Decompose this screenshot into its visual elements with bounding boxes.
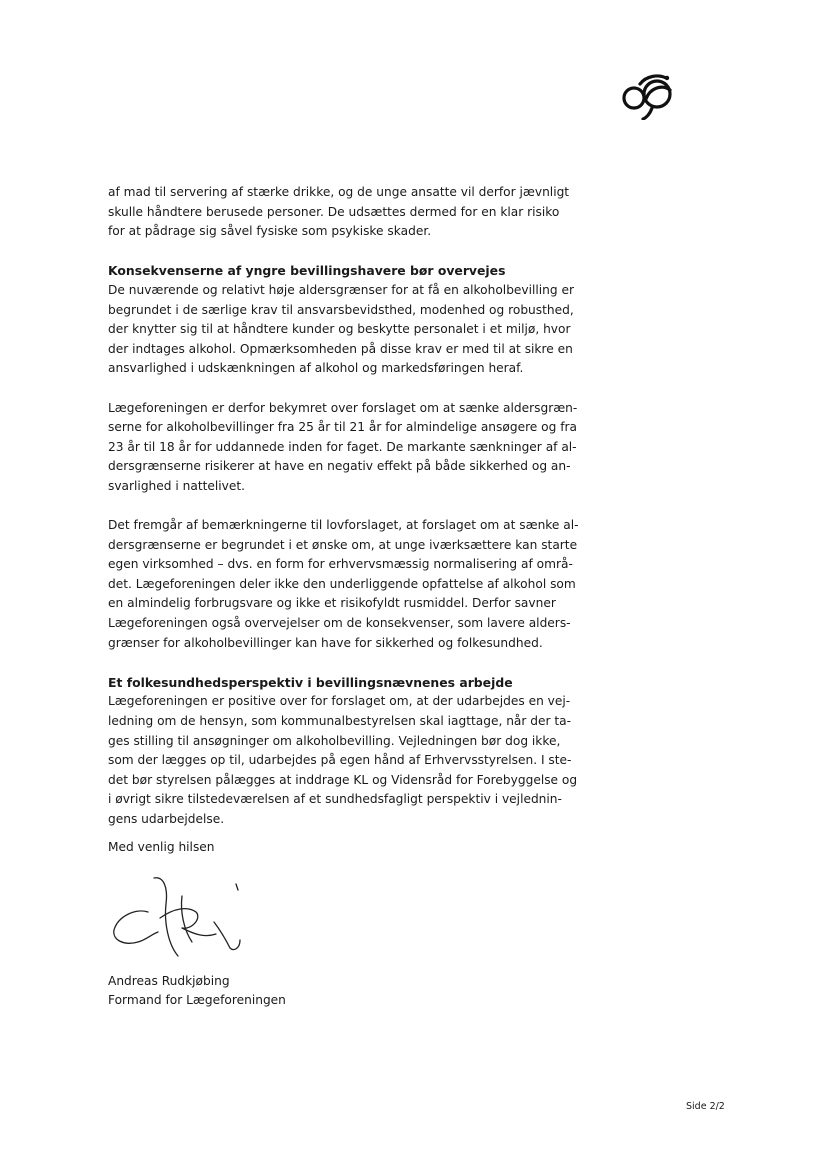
paragraph-gap <box>108 379 578 399</box>
paragraph <box>108 399 578 497</box>
text-line: dersgrænserne risikerer at have en negativ effekt på både sikkerhed og an- <box>108 459 571 474</box>
text-line: det bør styrelsen pålægges at inddrage KL og Vidensråd for Forebyggelse og <box>108 772 578 787</box>
paragraph <box>108 673 578 830</box>
paragraph-gap <box>108 653 578 673</box>
paragraph <box>108 516 578 653</box>
text-line: for at pådrage sig såvel fysiske som psykiske skader. <box>108 224 432 239</box>
handwritten-signature <box>108 872 258 964</box>
text-line: ges stilling til ansøgninger om alkoholbevilling. Vejledningen bør dog ikke, <box>108 733 561 748</box>
paragraph <box>108 261 578 379</box>
text-line: 23 år til 18 år for uddannede inden for faget. De markante sænkninger af al- <box>108 439 577 454</box>
text-line: gens udarbejdelse. <box>108 812 225 826</box>
paragraph-gap <box>108 497 578 517</box>
section-heading: Et folkesundhedsperspektiv i bevillingsnævnenes arbejde <box>108 674 513 690</box>
text-line: skulle håndtere berusede personer. De udsættes dermed for en klar risiko <box>108 204 560 219</box>
text-line: Det fremgår af bemærkningerne til lovforslaget, at forslaget om at sænke al- <box>108 518 579 533</box>
page-number: Side 2/2 <box>686 1101 725 1112</box>
text-line: af mad til servering af stærke drikke, og de unge ansatte vil derfor jævnligt <box>108 185 570 199</box>
signer-title: Formand for Lægeforeningen <box>108 993 286 1008</box>
text-line: der knytter sig til at håndtere kunder og beskytte personalet i et miljø, hvor <box>108 322 571 337</box>
text-line: grænser for alkoholbevillinger kan have for sikkerhed og folkesundhed. <box>108 635 543 650</box>
text-line: svarlighed i nattelivet. <box>108 478 246 493</box>
text-line: Lægeforeningen er derfor bekymret over forslaget om at sænke aldersgræn- <box>108 400 578 415</box>
signer-block <box>108 972 286 1011</box>
text-line: som der lægges op til, udarbejdes på egen hånd af Erhvervsstyrelsen. I ste- <box>108 753 572 768</box>
text-line: det. Lægeforeningen deler ikke den underliggende opfattelse af alkohol som <box>108 576 576 591</box>
paragraph-gap <box>108 242 578 262</box>
letter-body <box>108 183 578 830</box>
text-line: ansvarlighed i udskænkningen af alkohol og markedsføringen heraf. <box>108 361 524 376</box>
snake-staff-logo-icon <box>616 68 680 120</box>
text-line: en almindelig forbrugsvare og ikke et risikofyldt rusmiddel. Derfor savner <box>108 596 556 611</box>
text-line: Lægeforeningen også overvejelser om de konsekvenser, som lavere alders- <box>108 616 571 631</box>
section-heading: Konsekvenserne af yngre bevillingshavere bør overvejes <box>108 263 506 279</box>
closing-greeting: Med venlig hilsen <box>108 840 215 854</box>
text-line: dersgrænserne er begrundet i et ønske om, at unge iværksættere kan starte <box>108 537 578 552</box>
text-line: egen virksomhed – dvs. en form for erhvervsmæssig normalisering af områ- <box>108 557 573 572</box>
text-line: Lægeforeningen er positive over for forslaget om, at der udarbejdes en vej- <box>108 694 571 709</box>
text-line: serne for alkoholbevillinger fra 25 år til 21 år for almindelige ansøgere og fra <box>108 420 578 435</box>
text-line: begrundet i de særlige krav til ansvarsbevidsthed, modenhed og robusthed, <box>108 302 574 317</box>
text-line: i øvrigt sikre tilstedeværelsen af et sundhedsfagligt perspektiv i vejlednin- <box>108 792 562 807</box>
text-line: De nuværende og relativt høje aldersgrænser for at få en alkoholbevilling er <box>108 282 575 297</box>
text-line: der indtages alkohol. Opmærksomheden på disse krav er med til at sikre en <box>108 341 573 356</box>
text-line: ledning om de hensyn, som kommunalbestyrelsen skal iagttage, når der ta- <box>108 714 572 729</box>
paragraph <box>108 183 578 242</box>
signer-name: Andreas Rudkjøbing <box>108 974 230 988</box>
